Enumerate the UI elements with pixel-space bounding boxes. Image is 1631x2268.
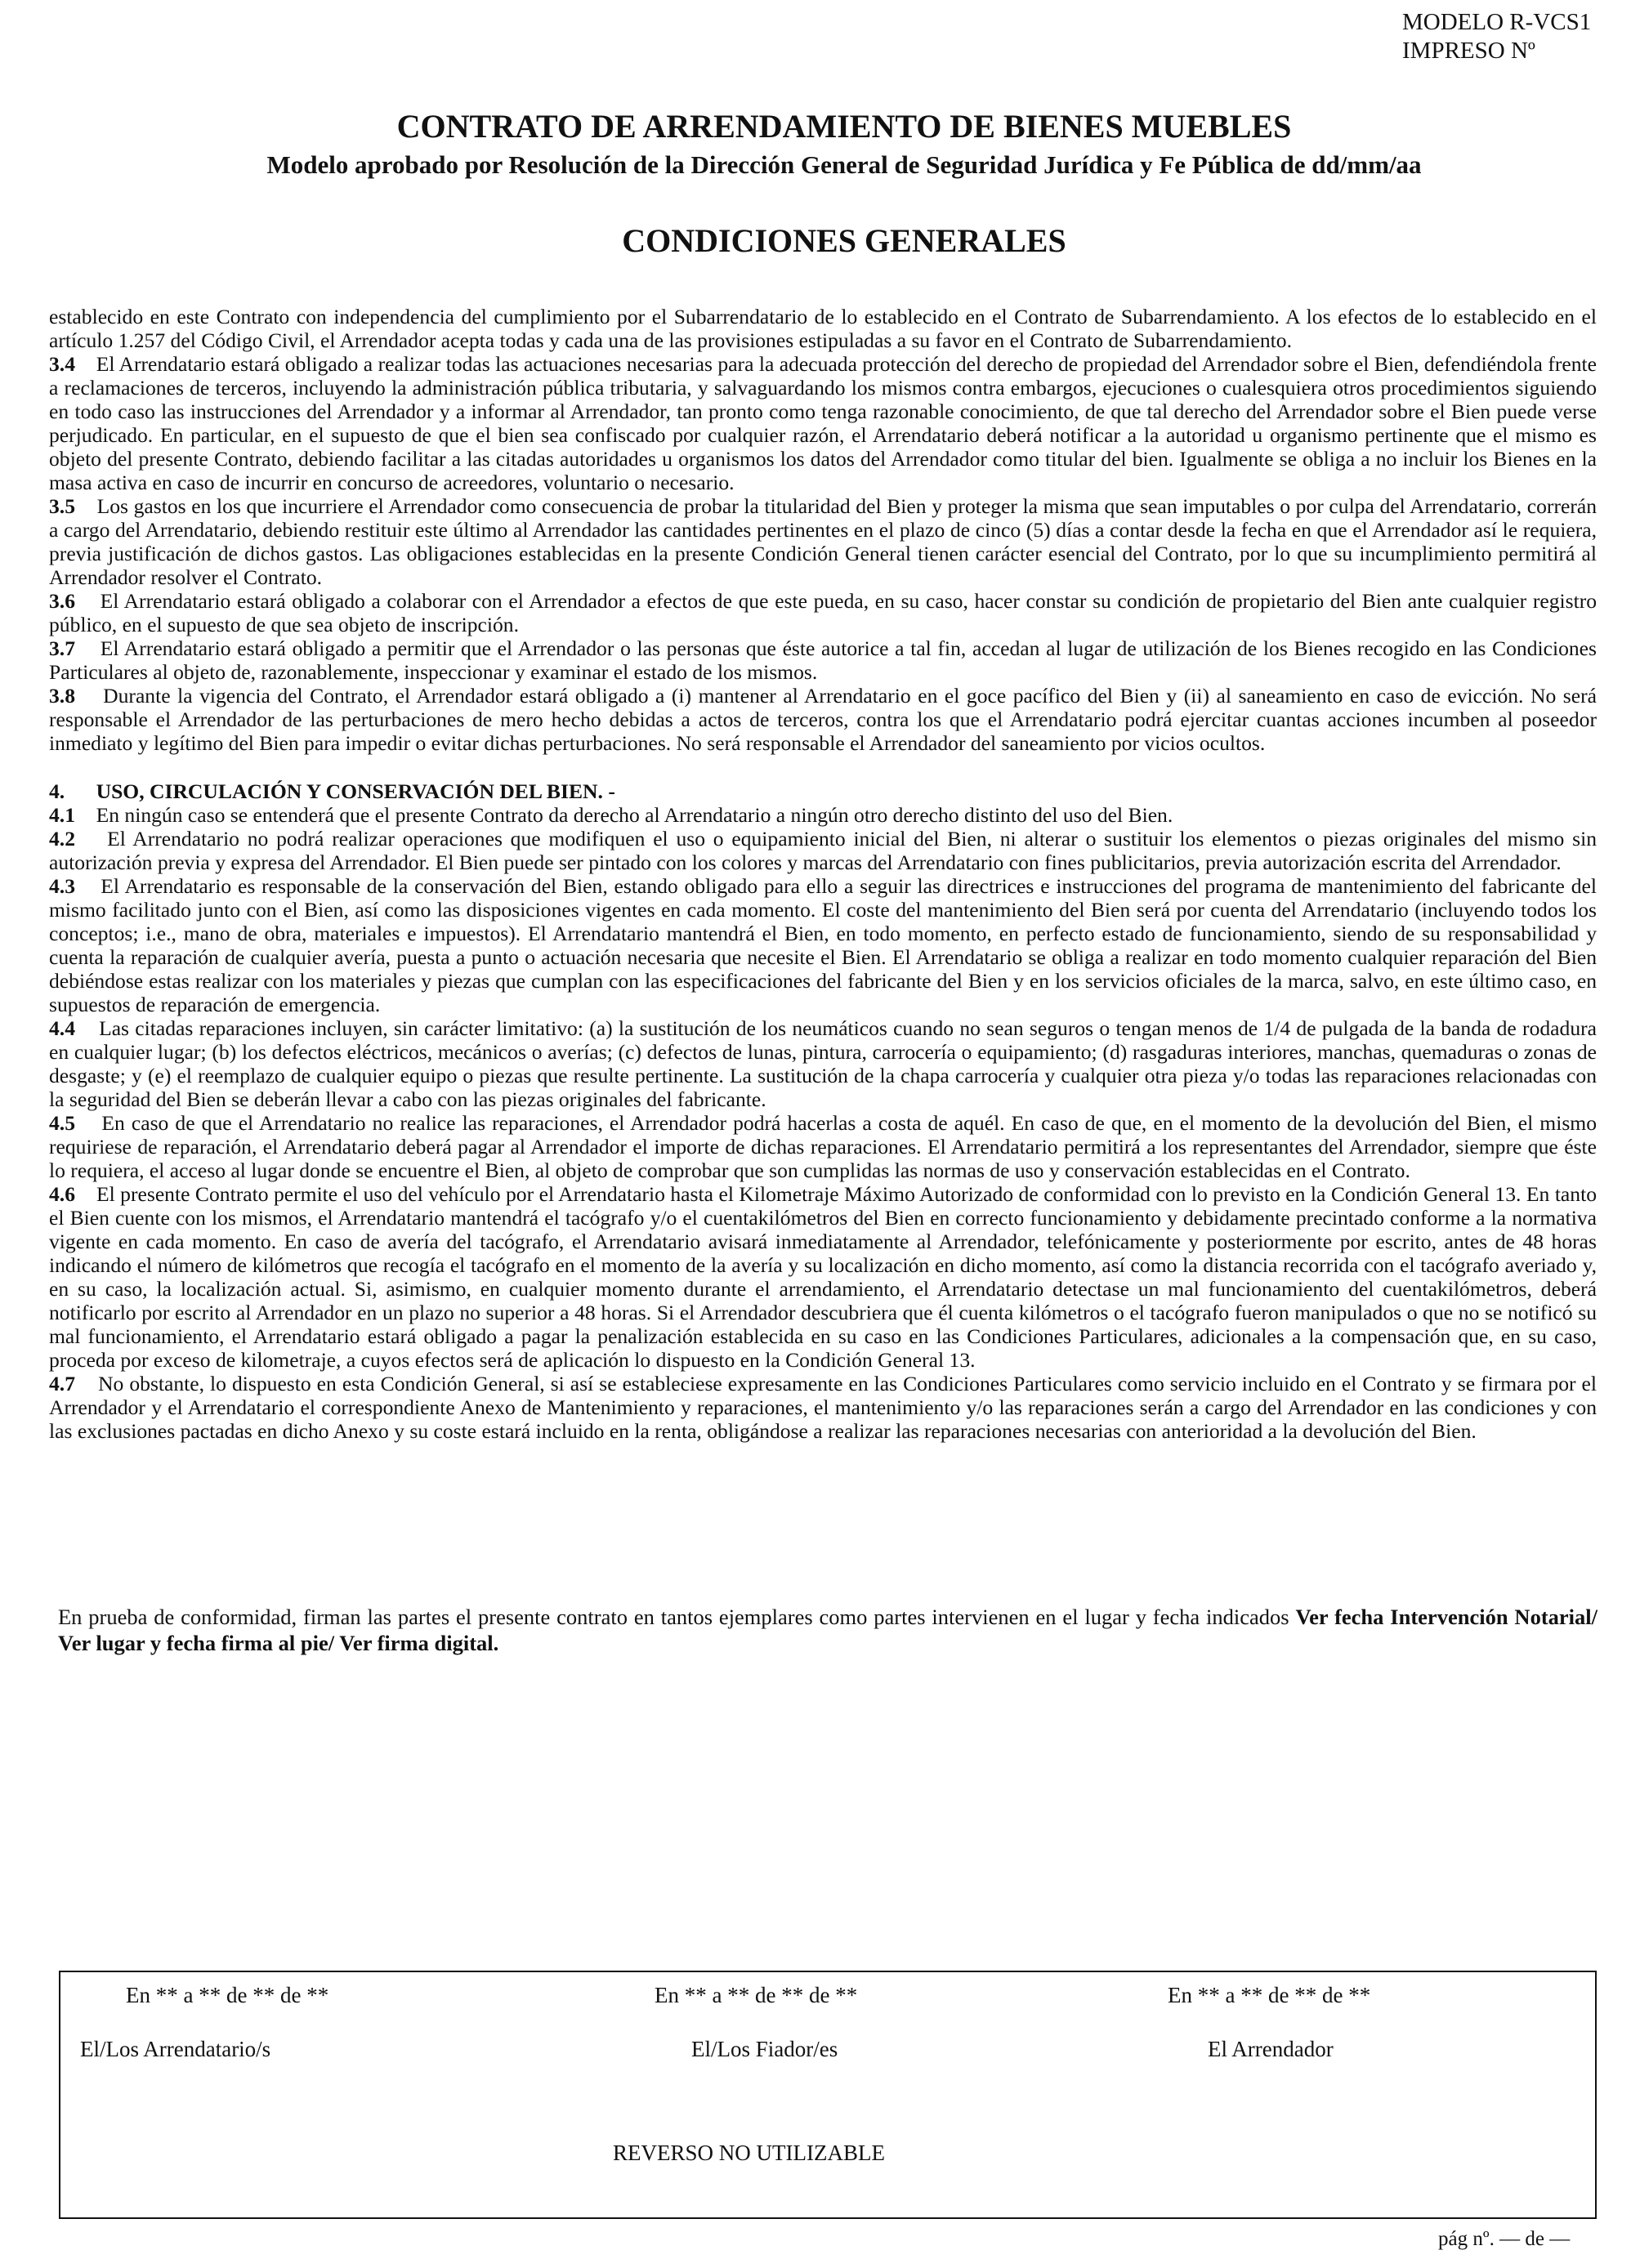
arrendador-place-date: En ** a ** de ** de ** xyxy=(1168,1983,1371,2007)
clause-4-5 xyxy=(49,1111,1597,1182)
clause-3-5 xyxy=(49,494,1597,589)
clause-text: Las citadas reparaciones incluyen, sin carácter limitativo: (a) la sustitución de los neumáticos cuando no sean seguros o tengan menos de 1/4 de pulgada de la banda de rodadura en cualquier lugar; (b) los defectos eléctricos, mecánicos o averías; (c) defectos de lunas, pintura, carrocería o equipamiento; (d) rasgaduras interiores, manchas, quemaduras o zonas de desgaste; y (e) el reemplazo de cualquier equipo o piezas que resulte pertinente. La sustitución de la chapa carrocería y cualquier otra pieza y/o todas las reparaciones relacionadas con la seguridad del Bien se deberán llevar a cabo con las piezas originales del fabricante. xyxy=(49,1016,1597,1111)
clause-4-7 xyxy=(49,1372,1597,1443)
clause-4-1 xyxy=(49,803,1597,827)
arrendador-signature-label: El Arrendador xyxy=(1208,2037,1334,2061)
model-code: MODELO R-VCS1 xyxy=(1402,9,1592,35)
model-reference xyxy=(1402,8,1591,65)
clause-text: Durante la vigencia del Contrato, el Arrendador estará obligado a (i) mantener al Arrendatario en el goce pacífico del Bien y (ii) al saneamiento en caso de evicción. No será responsable el Arrendador de las perturbaciones de mero hecho debidas a actos de terceros, contra los que el Arrendatario podrá ejercitar cuantas acciones incumben al poseedor inmediato y legítimo del Bien para impedir o evitar dichas perturbaciones. No será responsable el Arrendador del saneamiento por vicios ocultos. xyxy=(49,684,1597,755)
clause-number: 4.4 xyxy=(49,1016,75,1040)
conformity-text: En prueba de conformidad, firman las partes el presente contrato en tantos ejemplares como partes intervienen en el lugar y fecha indicados xyxy=(58,1605,1296,1629)
clause-number: 4.1 xyxy=(49,803,75,827)
clause-number: 3.5 xyxy=(49,494,75,518)
contract-body xyxy=(49,305,1597,1443)
clause-3-4 xyxy=(49,352,1597,494)
section-spacer xyxy=(49,755,1597,779)
clause-text: El Arrendatario no podrá realizar operaciones que modifiquen el uso o equipamiento inicial del Bien, ni alterar o sustituir los elementos o piezas originales del mismo sin autorización previa y expresa del Arrendador. El Bien puede ser pintado con los colores y marcas del Arrendatario con fines publicitarios, previa autorización escrita del Arrendador. xyxy=(49,827,1597,874)
clause-text: El Arrendatario es responsable de la conservación del Bien, estando obligado para ello a seguir las directrices e instrucciones del programa de mantenimiento del fabricante del mismo facilitado junto con el Bien, así como las disposiciones vigentes en cada momento. El coste del mantenimiento del Bien será por cuenta del Arrendatario (incluyendo todos los conceptos; i.e., mano de obra, materiales e impuestos). El Arrendatario mantendrá el Bien, en todo momento, en perfecto estado de funcionamiento, siendo de su responsabilidad y cuenta la reparación de cualquier avería, puesta a punto o actuación necesaria que necesite el Bien. El Arrendatario se obliga a realizar en todo momento cualquier reparación del Bien debiéndose estas realizar con los materiales y piezas que cumplan con las especificaciones del fabricante del Bien y en los servicios oficiales de la marca, salvo, en este último caso, en supuestos de reparación de emergencia. xyxy=(49,874,1597,1016)
clause-4-4 xyxy=(49,1016,1597,1111)
document-subtitle: Modelo aprobado por Resolución de la Dirección General de Seguridad Jurídica y Fe Pública de dd/mm/aa xyxy=(266,150,1422,179)
document-title: CONTRATO DE ARRENDAMIENTO DE BIENES MUEBLES xyxy=(396,108,1292,145)
conformity-statement xyxy=(58,1604,1597,1656)
clause-number: 4.2 xyxy=(49,827,75,850)
clause-text: El Arrendatario estará obligado a permitir que el Arrendador o las personas que éste autorice a tal fin, accedan al lugar de utilización de los Bienes recogido en las Condiciones Particulares al objeto de, razonablemente, inspeccionar y examinar el estado de los mismos. xyxy=(49,636,1597,684)
clause-number: 4.6 xyxy=(49,1182,75,1206)
clause-text: El Arrendatario estará obligado a realizar todas las actuaciones necesarias para la adecuada protección del derecho de propiedad del Arrendador sobre el Bien, defendiéndola frente a reclamaciones de terceros, incluyendo la administración pública tributaria, y salvaguardando los mismos contra embargos, ejecuciones o cualesquiera otros procedimientos siguiendo en todo caso las instrucciones del Arrendador y a informar al Arrendador, tan pronto como tenga razonable conocimiento, de que tal derecho del Arrendador sobre el Bien puede verse perjudicado. En particular, en el supuesto de que el bien sea confiscado por cualquier razón, el Arrendatario deberá notificar a la autoridad u organismo pertinente que el mismo es objeto del presente Contrato, debiendo facilitar a las citadas autoridades u organismos los datos del Arrendador como titular del bien. Igualmente se obliga a no incluir los Bienes en la masa activa en caso de incurrir en concurso de acreedores, voluntario o necesario. xyxy=(49,352,1597,494)
clause-4-3 xyxy=(49,874,1597,1016)
clause-4-2 xyxy=(49,827,1597,874)
reverse-side-note: REVERSO NO UTILIZABLE xyxy=(613,2141,885,2165)
print-number-label: IMPRESO Nº xyxy=(1402,38,1535,64)
section-4-heading: 4. USO, CIRCULACIÓN Y CONSERVACIÓN DEL BIEN. - xyxy=(49,779,615,803)
clause-number: 4.7 xyxy=(49,1372,75,1395)
clause-text: En ningún caso se entenderá que el presente Contrato da derecho al Arrendatario a ningún otro derecho distinto del uso del Bien. xyxy=(96,803,1173,827)
clause-text: El presente Contrato permite el uso del vehículo por el Arrendatario hasta el Kilometraje Máximo Autorizado de conformidad con lo previsto en la Condición General 13. En tanto el Bien cuente con los mismos, el Arrendatario mantendrá el tacógrafo y/o el cuentakilómetros del Bien en correcto funcionamiento y debidamente precintado conforme a la normativa vigente en cada momento. En caso de avería del tacógrafo, el Arrendatario avisará inmediatamente al Arrendador, telefónicamente y posteriormente por escrito, antes de 48 horas indicando el número de kilómetros que recogía el tacógrafo en el momento de la avería y su localización en dicho momento, así como la distancia recorrida con el tacógrafo averiado y, en su caso, la localización actual. Si, asimismo, en cualquier momento durante el arrendamiento, el Arrendatario detectase un mal funcionamiento del cuentakilómetros, deberá notificarlo por escrito al Arrendador en un plazo no superior a 48 horas. Si el Arrendador descubriera que él cuenta kilómetros o el tacógrafo fueron manipulados o que no se notificó su mal funcionamiento, el Arrendatario estará obligado a pagar la penalización establecida en su caso en las Condiciones Particulares, adicionales a la compensación que, en su caso, proceda por exceso de kilometraje, a cuyos efectos será de aplicación lo dispuesto en la Condición General 13. xyxy=(49,1182,1597,1372)
clause-3-7 xyxy=(49,636,1597,684)
clause-text: No obstante, lo dispuesto en esta Condición General, si así se estableciese expresamente en las Condiciones Particulares como servicio incluido en el Contrato y se firmara por el Arrendador y el Arrendatario el correspondiente Anexo de Mantenimiento y reparaciones, el mantenimiento y/o las reparaciones serán a cargo del Arrendador en las condiciones y con las exclusiones pactadas en dicho Anexo y su coste estará incluido en la renta, obligándose a realizar las reparaciones necesarias con anterioridad a la devolución del Bien. xyxy=(49,1372,1597,1443)
signature-box xyxy=(59,1971,1597,2219)
clause-text: El Arrendatario estará obligado a colaborar con el Arrendador a efectos de que este pueda, en su caso, hacer constar su condición de propietario del Bien ante cualquier registro público, en el supuesto de que sea objeto de inscripción. xyxy=(49,589,1597,636)
clause-number: 3.6 xyxy=(49,589,75,613)
arrendatario-signature-label: El/Los Arrendatario/s xyxy=(80,2037,271,2061)
fiador-signature-label: El/Los Fiador/es xyxy=(691,2037,838,2061)
conformity-bold-text: Ver fecha Intervención Notarial/ Ver lugar y fecha firma al pie/ Ver firma digital. xyxy=(58,1605,1597,1655)
clause-text: Los gastos en los que incurriere el Arrendador como consecuencia de probar la titularidad del Bien y proteger la misma que sean imputables o por culpa del Arrendatario, correrán a cargo del Arrendatario, debiendo restituir este último al Arrendador las cantidades pertinentes en el plazo de cinco (5) días a contar desde la fecha en que el Arrendador así le requiera, previa justificación de dichos gastos. Las obligaciones establecidas en la presente Condición General tienen carácter esencial del Contrato, por lo que su incumplimiento permitirá al Arrendador resolver el Contrato. xyxy=(49,494,1597,589)
arrendatario-place-date: En ** a ** de ** de ** xyxy=(126,1983,329,2007)
section-title: CONDICIONES GENERALES xyxy=(622,222,1066,259)
clause-number: 3.7 xyxy=(49,636,75,660)
clause-number: 3.4 xyxy=(49,352,75,376)
clause-text: En caso de que el Arrendatario no realice las reparaciones, el Arrendador podrá hacerlas a costa de aquél. En caso de que, en el momento de la devolución del Bien, el mismo requiriese de reparación, el Arrendatario deberá pagar al Arrendador el importe de dichas reparaciones. El Arrendatario permitirá a los representantes del Arrendador, siempre que éste lo requiera, el acceso al lugar donde se encuentre el Bien, al objeto de comprobar que son cumplidas las normas de uso y conservación establecidas en el Contrato. xyxy=(49,1111,1597,1182)
page-number: pág nº. — de — xyxy=(1438,2228,1571,2250)
clause-number: 4.5 xyxy=(49,1111,75,1135)
clause-3-6 xyxy=(49,589,1597,636)
clause-3-8 xyxy=(49,684,1597,755)
intro-paragraph: establecido en este Contrato con independencia del cumplimiento por el Subarrendatario de lo establecido en el Contrato de Subarrendamiento. A los efectos de lo establecido en el artículo 1.257 del Código Civil, el Arrendador acepta todas y cada una de las provisiones estipuladas a su favor en el Contrato de Subarrendamiento. xyxy=(49,305,1597,352)
clause-number: 4.3 xyxy=(49,874,75,898)
clause-4-6 xyxy=(49,1182,1597,1372)
clause-number: 3.8 xyxy=(49,684,75,708)
fiador-place-date: En ** a ** de ** de ** xyxy=(655,1983,858,2007)
